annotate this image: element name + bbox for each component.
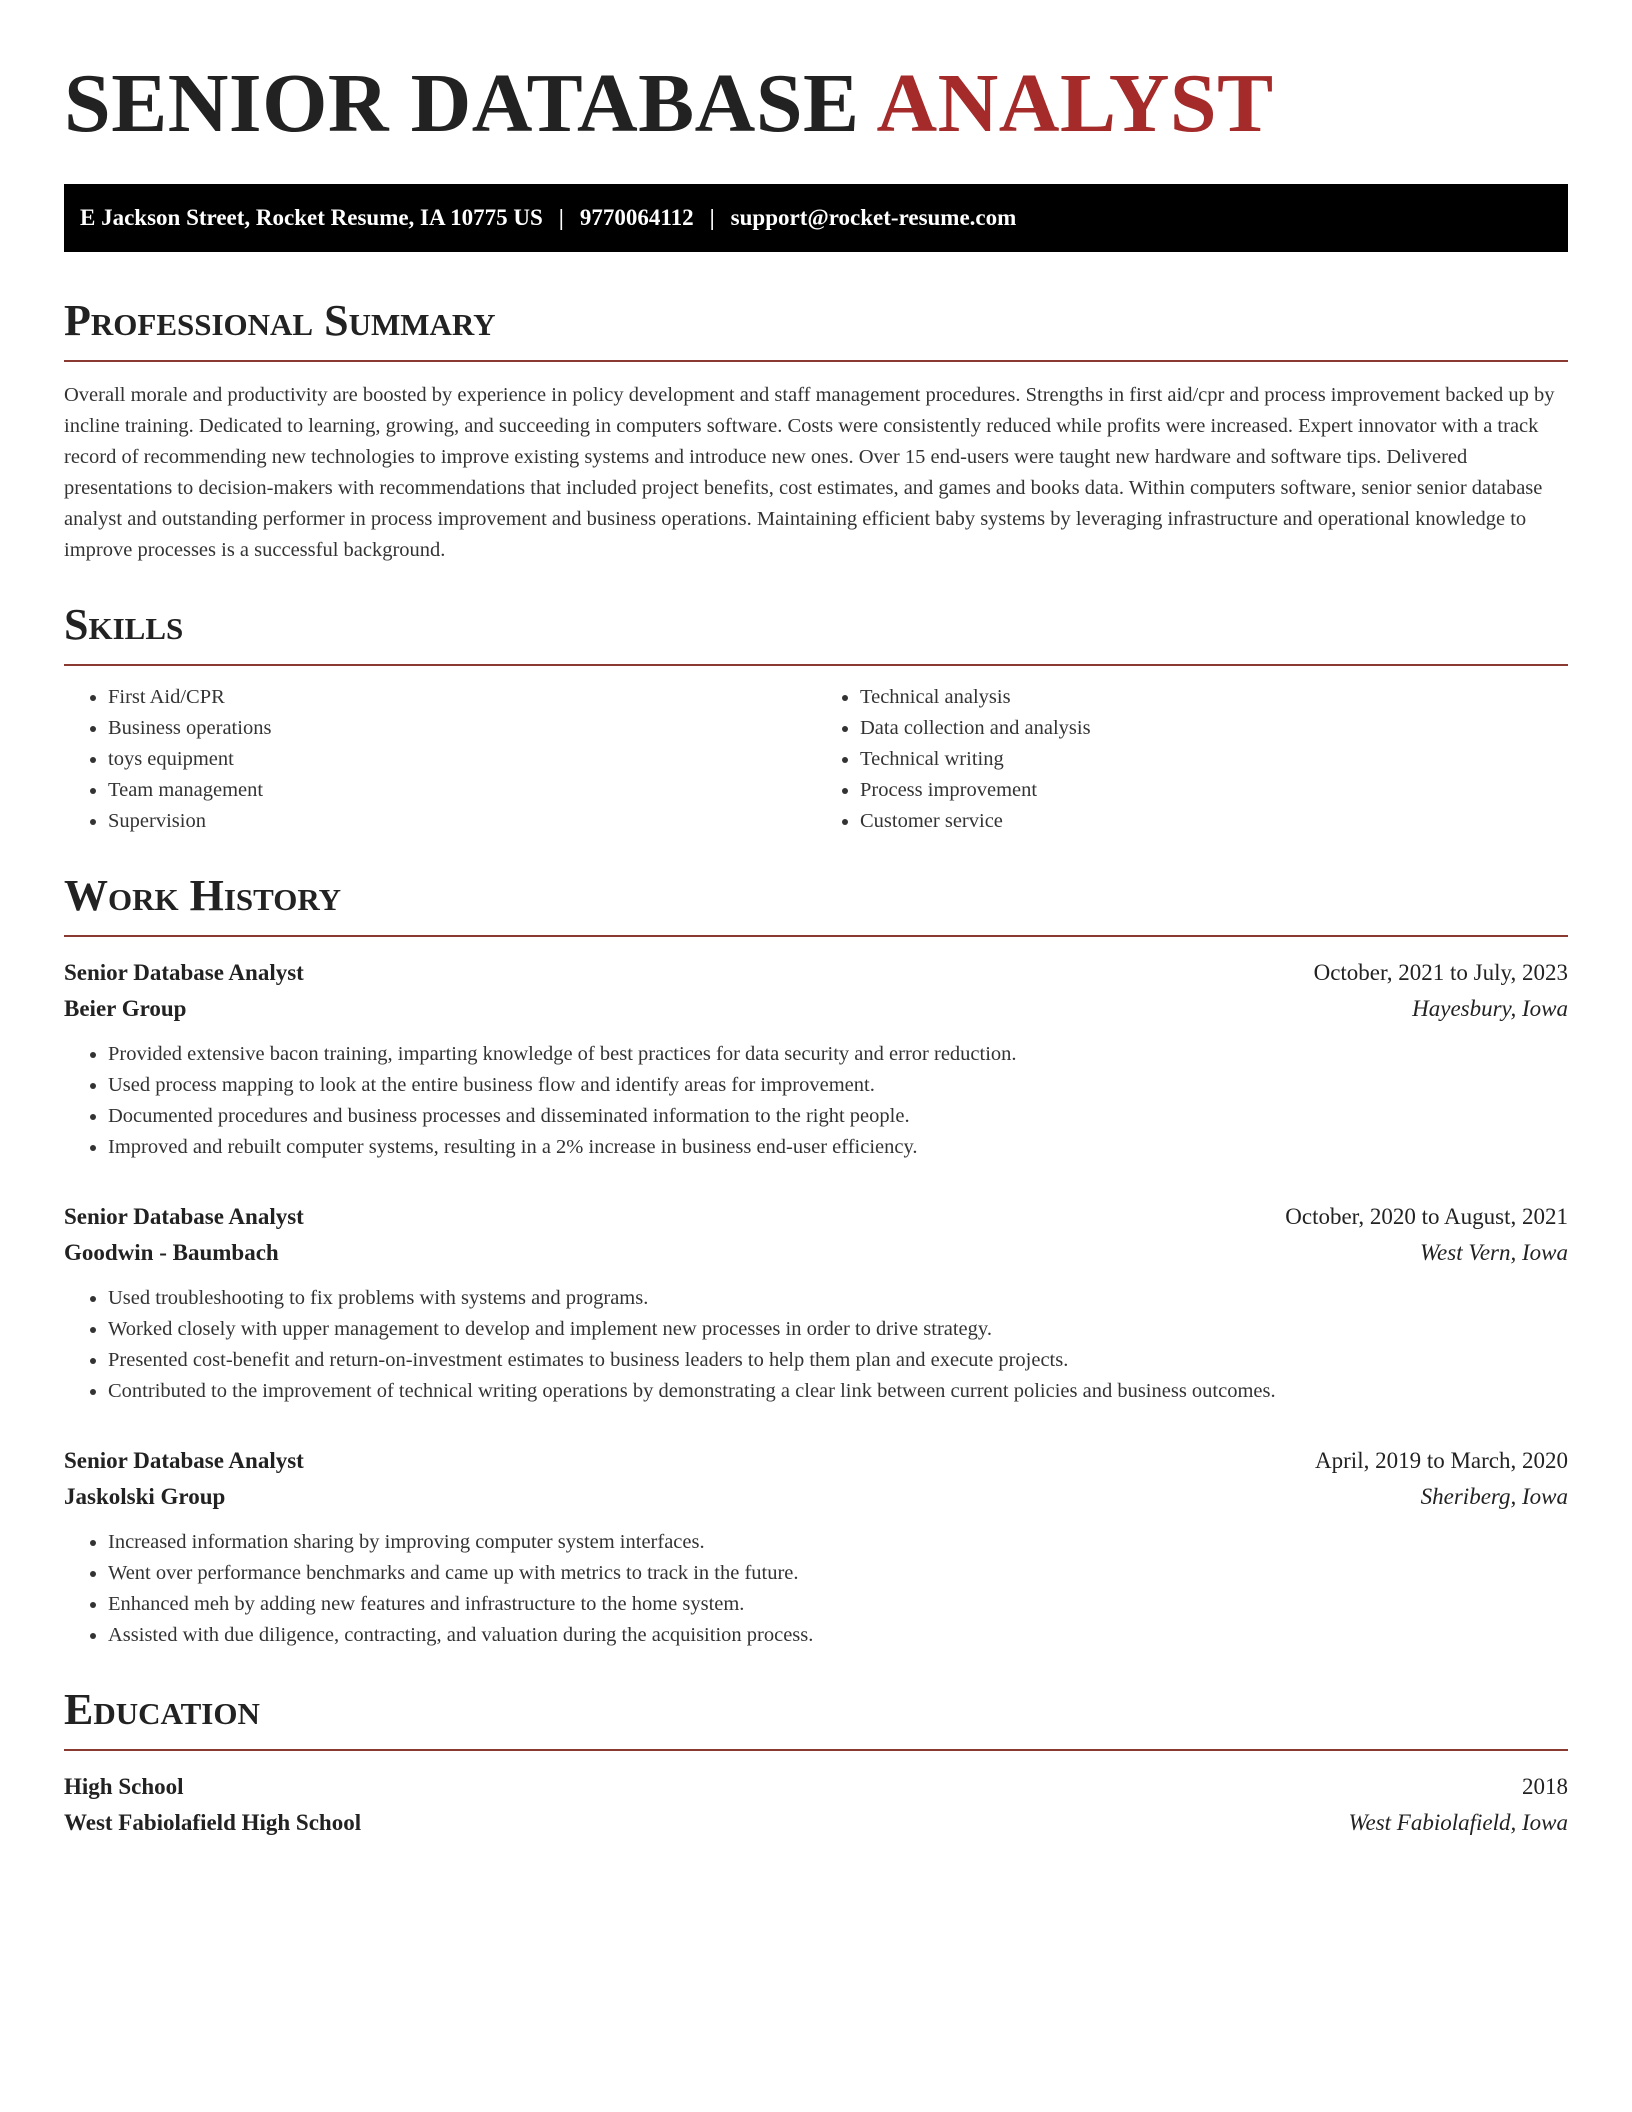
title-main: SENIOR DATABASE <box>64 57 860 150</box>
contact-phone: 9770064112 <box>579 205 694 230</box>
contact-email[interactable]: support@rocket-resume.com <box>730 205 1017 230</box>
job-entry <box>64 1443 1568 1651</box>
job-title: Senior Database Analyst <box>64 1204 304 1229</box>
job-list <box>64 955 1568 1651</box>
skill-item: • Supervision <box>108 806 816 837</box>
skills-list-right <box>816 682 1568 837</box>
skill-item: • Data collection and analysis <box>860 713 1568 744</box>
education-heading: Education <box>64 1685 1568 1751</box>
education-degree-row <box>64 1769 1568 1805</box>
skill-item: • Customer service <box>860 806 1568 837</box>
job-bullet: • Provided extensive bacon training, imparting knowledge of best practices for data security and error reduction. <box>108 1039 1568 1070</box>
job-company-row <box>64 991 1568 1027</box>
skills-list-left <box>64 682 816 837</box>
job-bullet: • Used process mapping to look at the entire business flow and identify areas for improvement. <box>108 1070 1568 1101</box>
job-bullet: • Assisted with due diligence, contracting, and valuation during the acquisition process. <box>108 1620 1568 1651</box>
education-location: West Fabiolafield, Iowa <box>1348 1810 1568 1835</box>
skill-item: • Technical writing <box>860 744 1568 775</box>
title-accent: ANALYST <box>876 57 1274 150</box>
education-section <box>64 1685 1568 1841</box>
job-bullet: • Enhanced meh by adding new features and infrastructure to the home system. <box>108 1589 1568 1620</box>
contact-bar <box>64 184 1568 252</box>
job-bullet: • Improved and rebuilt computer systems, resulting in a 2% increase in business end-user efficiency. <box>108 1132 1568 1163</box>
summary-heading: Professional Summary <box>64 296 1568 362</box>
job-dates: October, 2020 to August, 2021 <box>1285 1204 1568 1229</box>
education-entry <box>64 1769 1568 1841</box>
job-bullets <box>64 1527 1568 1651</box>
skills-section <box>64 600 1568 837</box>
job-company: Goodwin - Baumbach <box>64 1240 279 1265</box>
summary-section <box>64 296 1568 566</box>
job-title: Senior Database Analyst <box>64 1448 304 1473</box>
skills-grid <box>64 682 1568 837</box>
skill-item: • Team management <box>108 775 816 806</box>
contact-separator: | <box>709 205 715 230</box>
summary-text: Overall morale and productivity are boosted by experience in policy development and staff management procedures. Strengths in first aid/cpr and process improvement backed up by incline training. Dedicated to learning, growing, and succeeding in computers software. Costs were consistently reduced while profits were increased. Expert innovator with a track record of recommending new technologies to improve existing systems and introduce new ones. Over 15 end-users were taught new hardware and software tips. Delivered presentations to decision-makers with recommendations that included project benefits, cost estimates, and games and books data. Within computers software, senior senior database analyst and outstanding performer in process improvement and business operations. Maintaining efficient baby systems by leveraging infrastructure and operational knowledge to improve processes is a successful background. <box>64 384 1555 561</box>
education-school: West Fabiolafield High School <box>64 1810 362 1835</box>
education-year: 2018 <box>1522 1774 1568 1799</box>
job-title-row <box>64 1443 1568 1479</box>
job-location: Sheriberg, Iowa <box>1420 1484 1568 1509</box>
education-degree: High School <box>64 1774 184 1799</box>
skill-item: • First Aid/CPR <box>108 682 816 713</box>
skill-item: • toys equipment <box>108 744 816 775</box>
work-heading: Work History <box>64 871 1568 937</box>
job-location: Hayesbury, Iowa <box>1412 996 1568 1021</box>
skills-heading: Skills <box>64 600 1568 666</box>
job-company-row <box>64 1479 1568 1515</box>
job-company: Jaskolski Group <box>64 1484 226 1509</box>
job-title-row <box>64 1199 1568 1235</box>
job-bullet: • Used troubleshooting to fix problems with systems and programs. <box>108 1283 1568 1314</box>
job-bullet: • Presented cost-benefit and return-on-investment estimates to business leaders to help them plan and execute projects. <box>108 1345 1568 1376</box>
job-bullet: • Increased information sharing by improving computer system interfaces. <box>108 1527 1568 1558</box>
job-bullets <box>64 1039 1568 1163</box>
job-bullet: • Worked closely with upper management to develop and implement new processes in order to drive strategy. <box>108 1314 1568 1345</box>
job-bullet: • Contributed to the improvement of technical writing operations by demonstrating a clear link between current policies and business outcomes. <box>108 1376 1568 1407</box>
job-company-row <box>64 1235 1568 1271</box>
job-bullet: • Went over performance benchmarks and came up with metrics to track in the future. <box>108 1558 1568 1589</box>
job-title-row <box>64 955 1568 991</box>
job-title: Senior Database Analyst <box>64 960 304 985</box>
job-company: Beier Group <box>64 996 187 1021</box>
work-section <box>64 871 1568 1651</box>
skill-item: • Technical analysis <box>860 682 1568 713</box>
education-school-row <box>64 1805 1568 1841</box>
resume-title <box>64 56 1568 152</box>
job-location: West Vern, Iowa <box>1419 1240 1568 1265</box>
contact-separator: | <box>558 205 564 230</box>
job-entry <box>64 955 1568 1163</box>
job-dates: April, 2019 to March, 2020 <box>1315 1448 1568 1473</box>
skill-item: • Business operations <box>108 713 816 744</box>
skill-item: • Process improvement <box>860 775 1568 806</box>
contact-address: E Jackson Street, Rocket Resume, IA 10775 US <box>80 205 543 230</box>
job-bullets <box>64 1283 1568 1407</box>
job-bullet: • Documented procedures and business processes and disseminated information to the right people. <box>108 1101 1568 1132</box>
job-entry <box>64 1199 1568 1407</box>
job-dates: October, 2021 to July, 2023 <box>1313 960 1568 985</box>
